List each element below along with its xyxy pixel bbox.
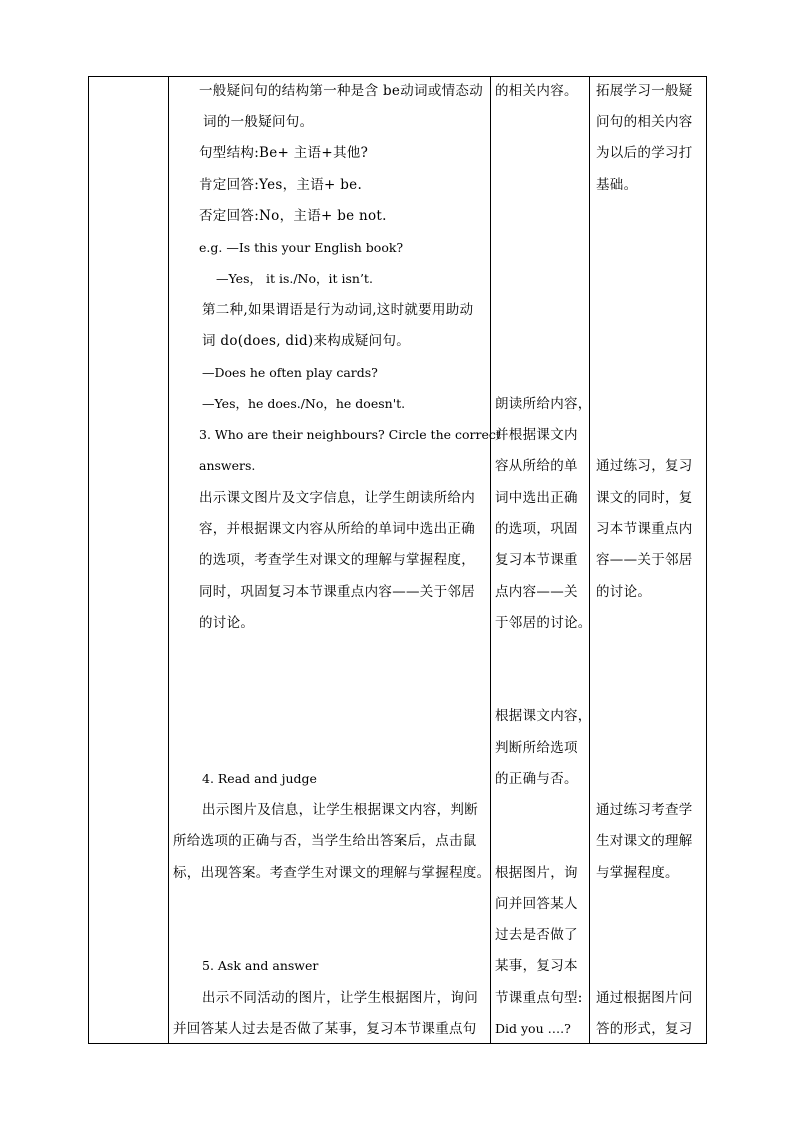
text-line: 的正确与否。 [495, 771, 578, 787]
text-line: 通过练习考查学 [596, 802, 693, 818]
text-line: 根据课文内容， [495, 708, 592, 724]
text-line: 并回答某人过去是否做了某事，复习本节课重点句 [173, 1021, 477, 1037]
text-line: answers. [199, 458, 256, 473]
text-line: 的选项，巩固 [495, 521, 578, 537]
text-line: 的选项，考查学生对课文的理解与掌握程度， [199, 552, 475, 568]
text-line: 所给选项的正确与否，当学生给出答案后，点击鼠 [173, 833, 477, 849]
text-line: 同时，巩固复习本节课重点内容——关于邻居 [199, 584, 475, 600]
text-line: 的讨论。 [596, 584, 652, 600]
text-line: 基础。 [596, 177, 638, 193]
text-line: 通过练习，复习 [596, 458, 693, 474]
text-line: 第二种,如果谓语是行为动词,这时就要用助动 [202, 302, 474, 318]
text-line: 通过根据图片问 [596, 990, 693, 1006]
text-line: 容——关于邻居 [596, 552, 693, 568]
text-line: 判断所给选项 [495, 740, 578, 756]
text-line: 出示图片及信息，让学生根据课文内容，判断 [202, 802, 478, 818]
text-line: 否定回答:No，主语+ be not. [199, 208, 387, 224]
text-line: 词的一般疑问句。 [203, 114, 314, 130]
empty-left-cell [89, 77, 168, 1043]
text-line: —Yes， it is./No，it isn’t. [216, 271, 373, 286]
text-line: e.g. —Is this your English book? [199, 240, 404, 255]
text-line: —Does he often play cards? [202, 365, 378, 380]
design-intent-cell [590, 77, 707, 1043]
text-line: Did you ….? [495, 1021, 571, 1036]
text-line: 课文的同时，复 [596, 490, 693, 506]
text-line: 为以后的学习打 [596, 145, 693, 161]
text-line: 句型结构:Be+ 主语+其他? [199, 145, 369, 161]
text-line: 过去是否做了 [495, 927, 578, 943]
text-line: 词中选出正确 [495, 490, 578, 506]
text-line: 节课重点句型: [495, 990, 583, 1006]
section-heading: 3. Who are their neighbours? Circle the correct [199, 427, 501, 442]
text-line: 的讨论。 [199, 615, 255, 631]
text-line: 朗读所给内容， [495, 396, 592, 412]
text-line: 问句的相关内容 [596, 114, 693, 130]
text-line: 一般疑问句的结构第一种是含 be动词或情态动 [199, 83, 484, 99]
text-line: 出示课文图片及文字信息，让学生朗读所给内 [199, 490, 475, 506]
section-heading: 4. Read and judge [202, 771, 317, 786]
text-line: 点内容——关 [495, 584, 578, 600]
text-line: 的相关内容。 [495, 83, 578, 99]
text-line: 问并回答某人 [495, 896, 578, 912]
text-line: 复习本节课重 [495, 552, 578, 568]
text-line: 词 do(does, did)来构成疑问句。 [202, 333, 411, 349]
text-line: 于邻居的讨论。 [495, 615, 592, 631]
text-line: 拓展学习一般疑 [596, 83, 693, 99]
text-line: 标，出现答案。考查学生对课文的理解与掌握程度。 [173, 865, 491, 881]
text-line: 并根据课文内 [495, 427, 578, 443]
text-line: 答的形式，复习 [596, 1021, 693, 1037]
text-line: 肯定回答:Yes，主语+ be. [199, 177, 363, 193]
student-activity-cell [491, 77, 592, 1043]
text-line: 与掌握程度。 [596, 865, 679, 881]
text-line: 根据图片，询 [495, 865, 578, 881]
text-line: 容从所给的单 [495, 458, 578, 474]
section-heading: 5. Ask and answer [202, 958, 319, 973]
text-line: —Yes，he does./No，he doesn't. [202, 396, 406, 411]
text-line: 容，并根据课文内容从所给的单词中选出正确 [199, 521, 475, 537]
text-line: 出示不同活动的图片，让学生根据图片，询问 [202, 990, 478, 1006]
teaching-process-cell [169, 77, 501, 1043]
text-line: 习本节课重点内 [596, 521, 693, 537]
text-line: 某事，复习本 [495, 958, 578, 974]
text-line: 生对课文的理解 [596, 833, 693, 849]
lesson-plan-table [88, 76, 707, 1044]
